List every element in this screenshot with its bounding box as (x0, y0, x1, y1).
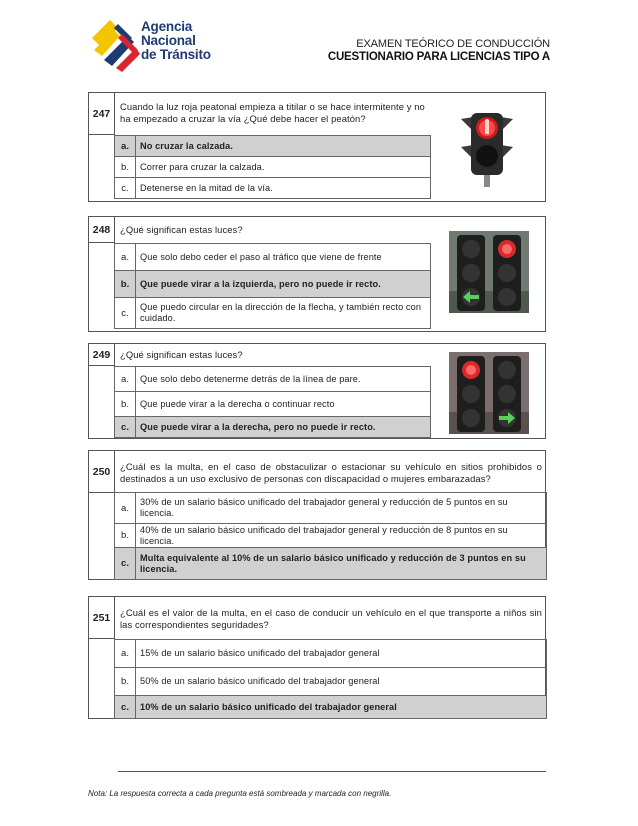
question-number: 247 (89, 93, 115, 135)
option-letter: b. (115, 157, 136, 177)
option-letter: c. (115, 696, 136, 718)
question-text: ¿Cuál es la multa, en el caso de obstaculizar o estacionar su vehículo en sitios prohibidos o destinados a un uso exclusivo de personas con discapacidad o mujeres embarazadas? (120, 461, 542, 484)
option-b[interactable] (114, 270, 431, 298)
question-text: ¿Qué significan estas luces? (120, 349, 243, 360)
option-c[interactable] (114, 547, 547, 580)
exam-subtitle: CUESTIONARIO PARA LICENCIAS TIPO A (327, 51, 550, 63)
option-text: Correr para cruzar la calzada. (140, 161, 265, 172)
option-text: Que puede virar a la izquierda, pero no puede ir recto. (140, 278, 381, 289)
option-a[interactable] (114, 366, 431, 392)
option-letter: a. (115, 367, 136, 391)
question-251 (88, 596, 546, 719)
option-c[interactable] (114, 416, 431, 438)
question-number: 251 (89, 597, 115, 639)
option-a[interactable] (114, 243, 431, 271)
option-letter: b. (115, 392, 136, 416)
option-letter: c. (115, 178, 136, 198)
option-text: 15% de un salario básico unificado del trabajador general (140, 648, 380, 658)
option-c[interactable] (114, 297, 431, 329)
traffic-light-right-arrow-icon (449, 352, 529, 434)
agency-name-line3: de Tránsito (141, 47, 211, 62)
exam-title: EXAMEN TEÓRICO DE CONDUCCIÓN (356, 38, 550, 50)
option-text: Que puede virar a la derecha o continuar recto (140, 398, 335, 409)
question-text: Cuando la luz roja peatonal empieza a titilar o se hace intermitente y no ha empezado a cruzar la vía ¿Qué debe hacer el peatón? (120, 101, 425, 124)
option-text: Que solo debo detenerme detrás de la línea de pare. (140, 373, 361, 384)
option-letter: c. (115, 548, 136, 579)
option-text: Detenerse en la mitad de la vía. (140, 182, 273, 193)
option-text: 40% de un salario básico unificado del trabajador general y reducción de 8 puntos en su licencia. (140, 524, 508, 546)
option-text: 10% de un salario básico unificado del trabajador general (140, 701, 397, 712)
option-letter: b. (115, 271, 136, 297)
agency-name (141, 20, 211, 62)
agency-name-line1: Agencia (141, 19, 193, 34)
option-text: 50% de un salario básico unificado del trabajador general (140, 676, 380, 686)
option-letter: a. (115, 136, 136, 156)
option-letter: b. (115, 524, 136, 547)
option-a[interactable] (114, 492, 547, 524)
option-letter: a. (115, 244, 136, 270)
question-text: ¿Qué significan estas luces? (120, 224, 243, 235)
option-text: Que solo debo ceder el paso al tráfico que viene de frente (140, 251, 382, 262)
agency-name-line2: Nacional (141, 33, 196, 48)
question-text: ¿Cuál es el valor de la multa, en el caso de conducir un vehículo en el que transporte a niños sin las correspondientes seguridades? (120, 607, 542, 630)
option-text: Multa equivalente al 10% de un salario básico unificado y reducción de 3 puntos en su licencia. (140, 552, 526, 574)
option-c[interactable] (114, 177, 431, 199)
option-letter: a. (115, 640, 136, 667)
option-b[interactable] (114, 667, 547, 696)
option-a[interactable] (114, 135, 431, 157)
option-text: 30% de un salario básico unificado del trabajador general y reducción de 5 puntos en su licencia. (140, 497, 508, 518)
option-a[interactable] (114, 639, 547, 668)
option-b[interactable] (114, 523, 547, 548)
traffic-light-left-arrow-icon (449, 231, 529, 313)
footer-divider (118, 771, 546, 772)
option-letter: b. (115, 668, 136, 695)
question-247 (88, 92, 546, 202)
exam-header (328, 38, 550, 63)
question-number: 248 (89, 217, 115, 243)
option-c[interactable] (114, 695, 547, 719)
question-number: 250 (89, 451, 115, 493)
footer-note: Nota: La respuesta correcta a cada pregunta está sombreada y marcada con negrilla. (88, 789, 392, 798)
option-text: No cruzar la calzada. (140, 140, 233, 151)
question-number: 249 (89, 344, 115, 366)
option-b[interactable] (114, 391, 431, 417)
option-letter: c. (115, 417, 136, 437)
option-letter: c. (115, 298, 136, 328)
question-249 (88, 343, 546, 439)
option-text: Que puedo circular en la dirección de la flecha, y también recto con cuidado. (140, 302, 422, 323)
option-text: Que puede virar a la derecha, pero no puede ir recto. (140, 421, 376, 432)
pedestrian-traffic-light-icon (457, 111, 517, 189)
question-248 (88, 216, 546, 332)
question-250 (88, 450, 546, 580)
option-b[interactable] (114, 156, 431, 178)
option-letter: a. (115, 493, 136, 523)
